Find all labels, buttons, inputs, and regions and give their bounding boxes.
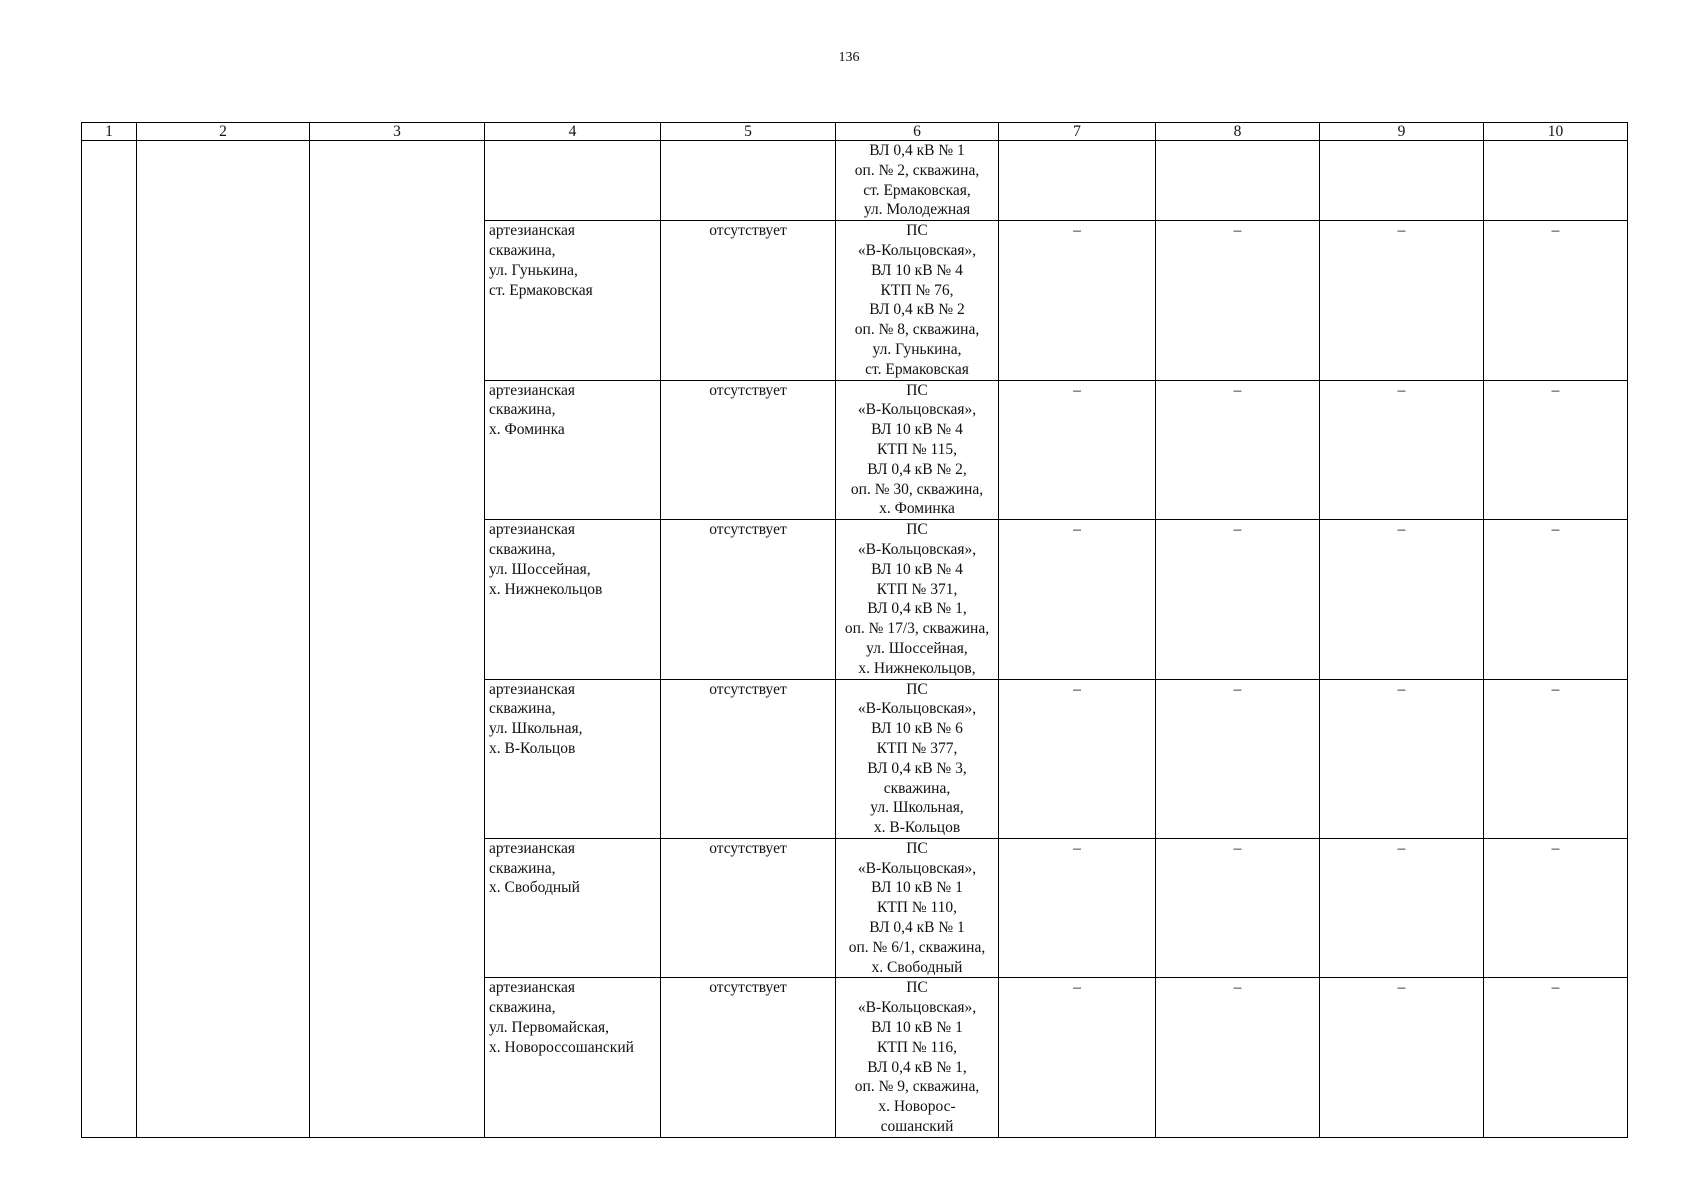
text-line: х. Свободный xyxy=(489,879,580,897)
dash-cell: – xyxy=(1156,978,1320,1137)
status-cell: отсутствует xyxy=(661,679,836,838)
text-line: ВЛ 10 кВ № 1 xyxy=(871,879,963,897)
dash-cell: – xyxy=(999,679,1156,838)
empty-cell xyxy=(1320,141,1484,221)
column-number: 9 xyxy=(1320,123,1484,141)
table-body xyxy=(82,123,1628,1138)
column-number: 10 xyxy=(1484,123,1628,141)
dash-cell: – xyxy=(1156,520,1320,679)
text-line: артезианская xyxy=(489,521,576,539)
object-cell xyxy=(485,838,661,978)
dash-cell: – xyxy=(999,520,1156,679)
text-line: х. В-Кольцов xyxy=(873,819,961,837)
dash-cell: – xyxy=(1320,838,1484,978)
text-line: х. Новорос- xyxy=(878,1098,956,1116)
dash-cell: – xyxy=(999,221,1156,380)
text-line: х. Новороссошанский xyxy=(489,1038,634,1056)
text-line: ул. Молодежная xyxy=(863,201,971,219)
dash-cell: – xyxy=(1484,520,1628,679)
column-number: 6 xyxy=(836,123,999,141)
text-line: сошанский xyxy=(880,1118,954,1136)
text-line: КТП № 115, xyxy=(876,440,958,458)
status-cell: отсутствует xyxy=(661,520,836,679)
column-number: 8 xyxy=(1156,123,1320,141)
object-cell xyxy=(485,221,661,380)
object-cell xyxy=(485,978,661,1137)
object-cell xyxy=(485,520,661,679)
text-line: ст. Ермаковская xyxy=(489,281,593,299)
connection-cell xyxy=(836,380,999,520)
text-line: ул. Первомайская, xyxy=(489,1019,609,1037)
empty-cell xyxy=(661,141,836,221)
text-line: ВЛ 10 кВ № 4 xyxy=(871,261,963,279)
text-line: ВЛ 0,4 кВ № 1, xyxy=(867,1058,967,1076)
status-cell: отсутствует xyxy=(661,978,836,1137)
dash-cell: – xyxy=(999,380,1156,520)
text-line: ВЛ 10 кВ № 4 xyxy=(871,560,963,578)
dash-cell: – xyxy=(1320,380,1484,520)
text-line: артезианская xyxy=(489,222,576,240)
dash-cell: – xyxy=(1484,380,1628,520)
text-line: ВЛ 0,4 кВ № 2 xyxy=(869,301,965,319)
column-number: 4 xyxy=(485,123,661,141)
status-cell: отсутствует xyxy=(661,838,836,978)
text-line: ВЛ 10 кВ № 1 xyxy=(871,1019,963,1037)
text-line: КТП № 377, xyxy=(876,739,958,757)
dash-cell: – xyxy=(1156,221,1320,380)
text-line: ст. Ермаковская xyxy=(865,360,969,378)
connection-cell xyxy=(836,679,999,838)
text-line: х. Свободный xyxy=(871,958,963,976)
text-line: ул. Школьная, xyxy=(489,720,583,738)
text-line: «В-Кольцовская», xyxy=(857,999,977,1017)
text-line: скважина, xyxy=(883,779,951,797)
text-line: скважина, xyxy=(489,401,556,419)
dash-cell: – xyxy=(1156,838,1320,978)
text-line: скважина, xyxy=(489,700,556,718)
text-line: х. В-Кольцов xyxy=(489,739,576,757)
connection-cell xyxy=(836,520,999,679)
dash-cell: – xyxy=(1484,679,1628,838)
text-line: «В-Кольцовская», xyxy=(857,401,977,419)
column-number: 1 xyxy=(82,123,137,141)
text-line: скважина, xyxy=(489,540,556,558)
dash-cell: – xyxy=(1320,978,1484,1137)
column-number: 7 xyxy=(999,123,1156,141)
page-number: 136 xyxy=(838,50,860,65)
text-line: ПС xyxy=(906,521,928,539)
status-cell: отсутствует xyxy=(661,221,836,380)
dash-cell: – xyxy=(1484,838,1628,978)
text-line: ВЛ 0,4 кВ № 1 xyxy=(869,142,965,159)
text-line: скважина, xyxy=(489,859,556,877)
text-line: артезианская xyxy=(489,680,576,698)
empty-cell xyxy=(999,141,1156,221)
text-line: скважина, xyxy=(489,241,556,259)
dash-cell: – xyxy=(1320,520,1484,679)
continued-row xyxy=(82,141,1628,221)
dash-cell: – xyxy=(1320,679,1484,838)
dash-cell: – xyxy=(1484,221,1628,380)
text-line: оп. № 6/1, скважина, xyxy=(848,938,986,956)
text-line: х. Нижнекольцов xyxy=(489,580,603,598)
text-line: КТП № 371, xyxy=(876,580,958,598)
column-number: 2 xyxy=(137,123,310,141)
text-line: ул. Шоссейная, xyxy=(866,639,968,657)
text-line: оп. № 2, скважина, xyxy=(854,161,980,179)
text-line: «В-Кольцовская», xyxy=(857,700,977,718)
text-line: оп. № 30, скважина, xyxy=(850,480,984,498)
text-line: ПС xyxy=(906,680,928,698)
text-line: ПС xyxy=(906,839,928,857)
text-line: КТП № 116, xyxy=(876,1038,958,1056)
merged-cell-col1 xyxy=(82,141,137,1138)
text-line: х. Нижнекольцов, xyxy=(858,659,976,677)
text-line: оп. № 17/3, скважина, xyxy=(844,620,990,638)
column-number: 3 xyxy=(310,123,485,141)
text-line: х. Фоминка xyxy=(879,500,955,518)
status-cell: отсутствует xyxy=(661,380,836,520)
text-line: ВЛ 0,4 кВ № 1 xyxy=(869,919,965,937)
text-line: ул. Гунькина, xyxy=(872,340,962,358)
dash-cell: – xyxy=(1156,679,1320,838)
column-number-row xyxy=(82,123,1628,141)
dash-cell: – xyxy=(999,838,1156,978)
text-line: КТП № 76, xyxy=(880,281,954,299)
merged-cell-col3 xyxy=(310,141,485,1138)
text-line: ул. Гунькина, xyxy=(489,261,578,279)
empty-cell xyxy=(485,141,661,221)
text-line: ПС xyxy=(906,979,928,997)
dash-cell: – xyxy=(1156,380,1320,520)
data-table xyxy=(81,122,1628,1138)
text-line: ВЛ 0,4 кВ № 1, xyxy=(867,600,967,618)
text-line: артезианская xyxy=(489,839,576,857)
column-number: 5 xyxy=(661,123,836,141)
text-line: ПС xyxy=(906,381,928,399)
continued-connection-cell xyxy=(836,141,999,221)
text-line: оп. № 8, скважина, xyxy=(854,321,980,339)
object-cell xyxy=(485,380,661,520)
text-line: ВЛ 0,4 кВ № 2, xyxy=(867,460,967,478)
text-line: ВЛ 10 кВ № 6 xyxy=(871,720,963,738)
text-line: х. Фоминка xyxy=(489,421,565,439)
dash-cell: – xyxy=(999,978,1156,1137)
text-line: оп. № 9, скважина, xyxy=(854,1078,980,1096)
text-line: «В-Кольцовская», xyxy=(857,241,977,259)
text-line: «В-Кольцовская», xyxy=(857,540,977,558)
text-line: КТП № 110, xyxy=(876,899,958,917)
text-line: «В-Кольцовская», xyxy=(857,859,977,877)
connection-cell xyxy=(836,838,999,978)
merged-cell-col2 xyxy=(137,141,310,1138)
text-line: скважина, xyxy=(489,999,556,1017)
text-line: ст. Ермаковская, xyxy=(863,181,971,199)
text-line: ВЛ 10 кВ № 4 xyxy=(871,421,963,439)
empty-cell xyxy=(1484,141,1628,221)
connection-cell xyxy=(836,221,999,380)
text-line: артезианская xyxy=(489,979,576,997)
dash-cell: – xyxy=(1484,978,1628,1137)
text-line: ул. Школьная, xyxy=(870,799,964,817)
text-line: ВЛ 0,4 кВ № 3, xyxy=(867,759,967,777)
empty-cell xyxy=(1156,141,1320,221)
text-line: ПС xyxy=(906,222,928,240)
dash-cell: – xyxy=(1320,221,1484,380)
connection-cell xyxy=(836,978,999,1137)
text-line: артезианская xyxy=(489,381,576,399)
object-cell xyxy=(485,679,661,838)
text-line: ул. Шоссейная, xyxy=(489,560,591,578)
